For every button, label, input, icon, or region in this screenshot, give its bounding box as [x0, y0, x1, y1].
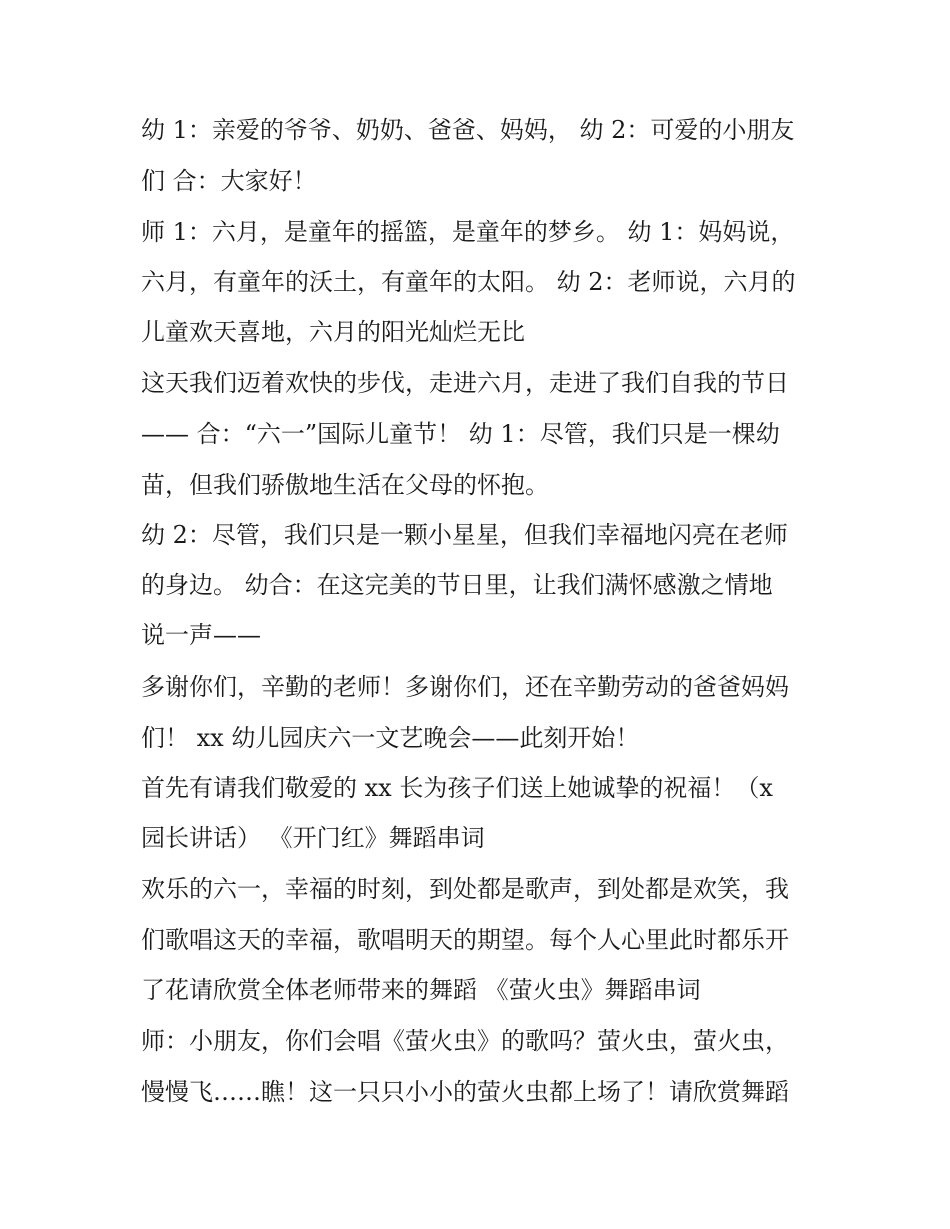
- text-line: 多谢你们，辛勤的老师！多谢你们，还在辛勤劳动的爸爸妈妈: [141, 673, 789, 701]
- text-line: 们！ xx 幼儿园庆六一文艺晚会——此刻开始！: [141, 724, 640, 752]
- text-line: 了花请欣赏全体老师带来的舞蹈 《萤火虫》舞蹈串词: [141, 976, 701, 1004]
- text-line: 慢慢飞……瞧！这一只只小小的萤火虫都上场了！请欣赏舞蹈: [141, 1078, 789, 1106]
- text-line: 苗，但我们骄傲地生活在父母的怀抱。: [141, 471, 549, 499]
- text-line: 的身边。 幼合：在这完美的节日里，让我们满怀感激之情地: [141, 571, 773, 599]
- text-line: 欢乐的六一，幸福的时刻，到处都是歌声，到处都是欢笑，我: [141, 875, 789, 903]
- text-line: 六月，有童年的沃土，有童年的太阳。 幼 2：老师说，六月的: [141, 268, 796, 296]
- text-line: 师 1：六月，是童年的摇篮，是童年的梦乡。 幼 1：妈妈说，: [141, 218, 795, 246]
- text-line: 这天我们迈着欢快的步伐，走进六月，走进了我们自我的节日: [141, 369, 789, 397]
- text-line: 幼 2：尽管，我们只是一颗小星星，但我们幸福地闪亮在老师: [141, 521, 788, 549]
- text-line: —— 合：“六一”国际儿童节！ 幼 1：尽管，我们只是一棵幼: [141, 420, 780, 448]
- text-line: 们 合：大家好！: [141, 167, 317, 195]
- text-line: 师：小朋友，你们会唱《萤火虫》的歌吗？萤火虫，萤火虫，: [141, 1027, 789, 1055]
- text-line: 儿童欢天喜地，六月的阳光灿烂无比: [141, 318, 525, 346]
- text-line: 园长讲话） 《开门红》舞蹈串词: [141, 824, 485, 852]
- text-line: 们歌唱这天的幸福，歌唱明天的期望。每个人心里此时都乐开: [141, 926, 789, 954]
- text-line: 幼 1：亲爱的爷爷、奶奶、爸爸、妈妈， 幼 2：可爱的小朋友: [141, 116, 795, 144]
- text-line: 首先有请我们敬爱的 xx 长为孩子们送上她诚挚的祝福！（x: [141, 774, 773, 802]
- text-line: 说一声——: [141, 621, 261, 649]
